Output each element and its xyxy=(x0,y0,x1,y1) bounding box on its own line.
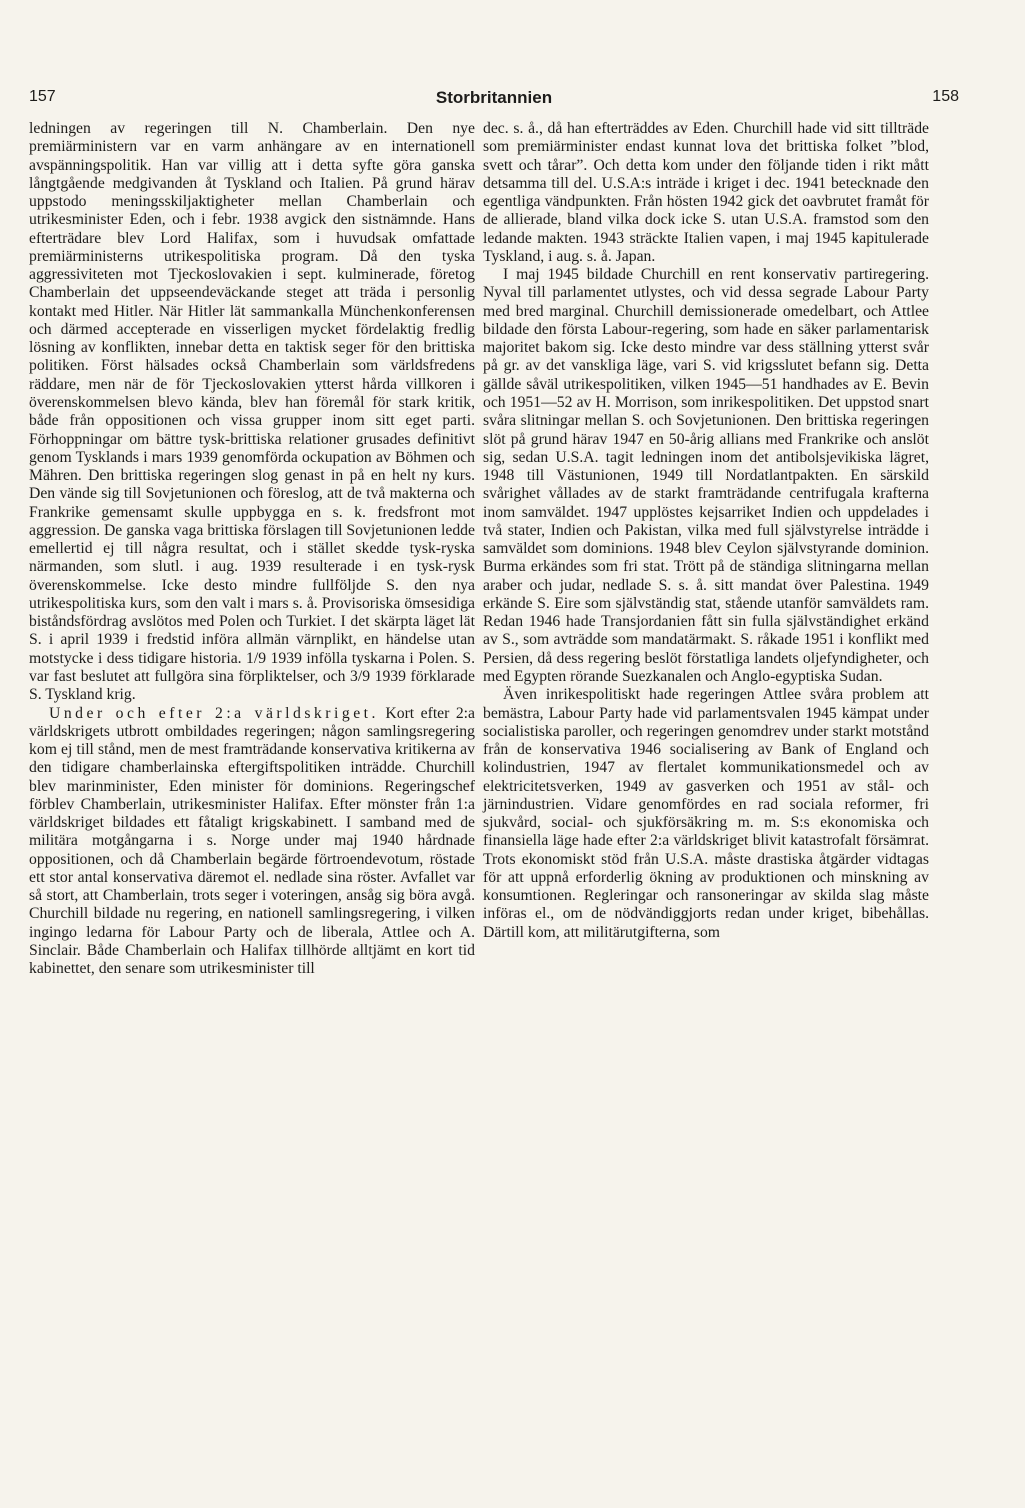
left-column xyxy=(29,120,475,978)
page-header xyxy=(29,88,959,116)
right-column xyxy=(483,120,929,942)
page-number-left: 157 xyxy=(29,88,56,105)
section-heading: Under och efter 2:a världskriget. xyxy=(49,704,379,722)
section-body: Kort efter 2:a världskrigets utbrott ombildades regeringen; någon samlingsregering kom ej till stånd, men de mest framträdande konservativa kritikerna av den tidigare chamberlainska eftergiftspolitiken inträdde. Churchill blev marinminister, Eden minister för dominions. Regeringschef förblev Chamberlain, utrikesminister Halifax. Efter mönster från 1:a världskriget bildades ett fåtaligt krigskabinett. I samband med de militära motgångarna i s. Norge under maj 1940 hårdnade oppositionen, och då Chamberlain begärde förtroendevotum, röstade ett stor antal konservativa däremot el. nedlade sina röster. Avfallet var så stort, att Chamberlain, trots seger i voteringen, ansåg sig böra avgå. Churchill bildade nu regering, en nationell samlingsregering, i vilken ingingo ledarna för Labour Party och de liberala, Attlee och A. Sinclair. Både Chamberlain och Halifax tillhörde alltjämt en kort tid kabinettet, den senare som utrikesminister till xyxy=(29,704,475,978)
paragraph: I maj 1945 bildade Churchill en rent konservativ partiregering. Nyval till parlamentet utlystes, och vid dessa segrade Labour Party med bred marginal. Churchill demissionerade omedelbart, och Attlee bildade den första Labour-regering, som hade en säker parlamentarisk majoritet bakom sig. Icke desto mindre var dess ställning ytterst svår på gr. av det vanskliga läge, vari S. vid krigsslutet befann sig. Detta gällde såväl utrikespolitiken, vilken 1945—51 handhades av E. Bevin och 1951—52 av H. Morrison, som inrikespolitiken. Det uppstod snart svåra slitningar mellan S. och Sovjetunionen. Den brittiska regeringen slöt på grund härav 1947 en 50-årig allians med Frankrike och anslöt sig, sedan U.S.A. tagit ledningen inom det antibolsjevikiska lägret, 1948 till Västunionen, 1949 till Nordatlantpakten. En särskild svårighet vållades av de starkt framträdande centrifugala krafterna inom samväldet. 1947 upplöstes kejsarriket Indien och uppdelades i två stater, Indien och Pakistan, vilka med full självstyrelse inträdde i samväldet som dominions. 1948 blev Ceylon självstyrande dominion. Burma erkändes som fri stat. Trött på de ständiga slitningarna mellan araber och judar, nedlade S. s. å. sitt mandat över Palestina. 1949 erkände S. Eire som självständig stat, stående utanför samväldets ram. Redan 1946 hade Transjordanien fått sin fulla självständighet erkänd av S., som avträdde som mandatärmakt. S. råkade 1951 i konflikt med Persien, då dess regering beslöt förstatliga landets oljefyndigheter, och med Egypten rörande Suezkanalen och Anglo-egyptiska Sudan. xyxy=(483,266,929,685)
section-paragraph xyxy=(29,705,475,979)
paragraph: ledningen av regeringen till N. Chamberlain. Den nye premiärministern var en varm anhängare av en internationell avspänningspolitik. Han var villig att i detta syfte göra ganska långtgående medgivanden åt Tyskland och Italien. På grund härav uppstodo meningsskiljaktigheter mellan Chamberlain och utrikesminister Eden, och i febr. 1938 avgick den sistnämnde. Hans efterträdare blev Lord Halifax, som i huvudsak omfattade premiärministerns utrikespolitiska program. Då den tyska aggressiviteten mot Tjeckoslovakien i sept. kulminerade, företog Chamberlain det uppseendeväckande steget att träda i personlig kontakt med Hitler. När Hitler lät sammankalla Münchenkonferensen och därmed accepterade en visserligen mycket fördelaktig fredlig lösning av konflikten, innebar detta en taktisk seger för den brittiska politiken. Först hälsades också Chamberlain som världsfredens räddare, men när de för Tjeckoslovakien ytterst hårda villkoren i överenskommelsen blevo kända, blev han föremål för stark kritik, både från oppositionen och vissa grupper inom sitt eget parti. Förhoppningar om bättre tysk-brittiska relationer grusades definitivt genom Tysklands i mars 1939 genomförda ockupation av Böhmen och Mähren. Den brittiska regeringen slog genast in på en helt ny kurs. Den vände sig till Sovjetunionen och föreslog, att de två makterna och Frankrike gemensamt skulle uppbygga en s. k. fredsfront mot aggression. De ganska vaga brittiska förslagen till Sovjetunionen ledde emellertid ej till några resultat, och i stället skedde tysk-ryska närmanden, som slutl. i aug. 1939 resulterade i en tysk-rysk överenskommelse. Icke desto mindre fullföljde S. den nya utrikespolitiska kurs, som den valt i mars s. å. Provisoriska ömsesidiga biståndsfördrag avslötos med Polen och Turkiet. I det skärpta läget lät S. i april 1939 i fredstid införa allmän värnplikt, en händelse utan motstycke i dess tidigare historia. 1/9 1939 infölla tyskarna i Polen. S. var fast beslutet att fullgöra sina förpliktelser, och 3/9 1939 förklarade S. Tyskland krig. xyxy=(29,120,475,704)
paragraph: dec. s. å., då han efterträddes av Eden. Churchill hade vid sitt tillträde som premiärminister endast kunnat lova det brittiska folket ”blod, svett och tårar”. Och detta kom under den följande tiden i rikt mått detsamma till del. U.S.A:s inträde i kriget i dec. 1941 betecknade den egentliga vändpunkten. Från hösten 1942 gick det oavbrutet framåt för de allierade, bland vilka dock icke S. utan U.S.A. framstod som den ledande makten. 1943 sträckte Italien vapen, i maj 1945 kapitulerade Tyskland, i aug. s. å. Japan. xyxy=(483,120,929,265)
page-number-right: 158 xyxy=(932,88,959,105)
running-title: Storbritannien xyxy=(435,88,553,107)
paragraph: Även inrikespolitiskt hade regeringen Attlee svåra problem att bemästra, Labour Party hade vid parlamentsvalen 1945 kämpat under socialistiska paroller, och regeringen genomdrev under starkt motstånd från de konservativa 1946 socialisering av Bank of England och kolindustrien, 1947 av flertalet kommunikationsmedel och av elektricitetsverken, 1949 av gasverken och 1951 av stål- och järnindustrien. Vidare genomfördes en rad sociala reformer, fri sjukvård, social- och sjukförsäkring m. m. S:s ekonomiska och finansiella läge hade efter 2:a världskriget blivit katastrofalt försämrat. Trots ekonomiskt stöd från U.S.A. måste drastiska åtgärder vidtagas för att uppnå erforderlig ökning av produktionen och minskning av konsumtionen. Regleringar och ransoneringar av skilda slag måste införas el., om de nödvändiggjorts redan under kriget, bibehållas. Därtill kom, att militärutgifterna, som xyxy=(483,686,929,941)
